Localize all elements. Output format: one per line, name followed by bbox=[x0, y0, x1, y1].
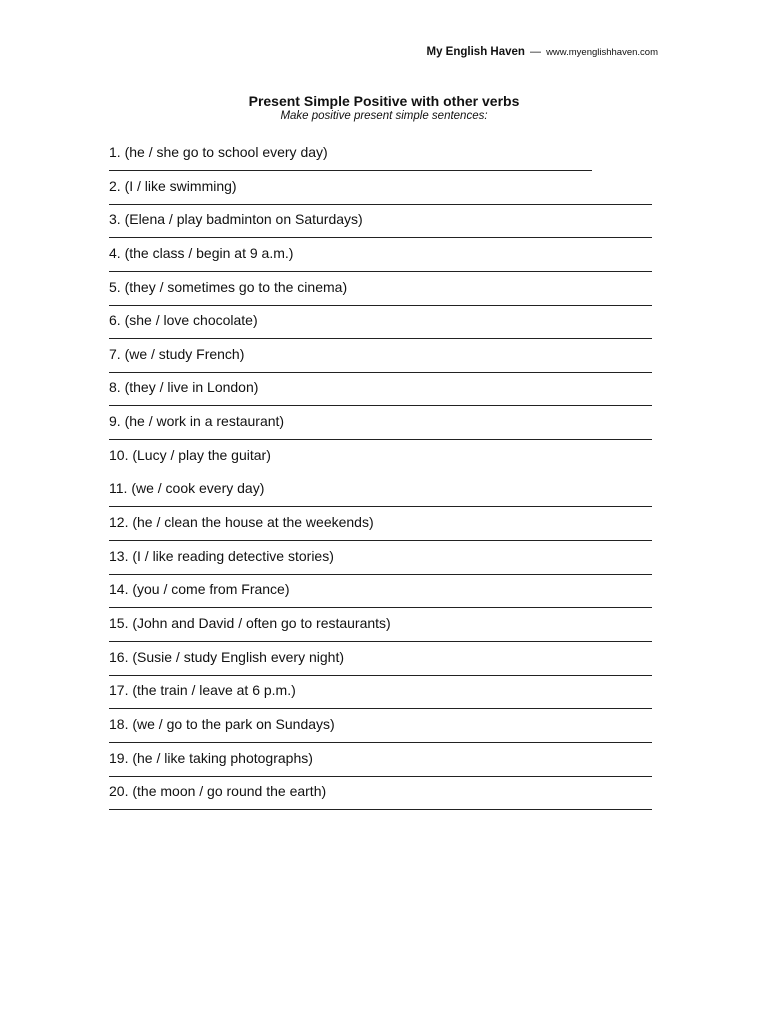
brand-name: My English Haven bbox=[426, 46, 525, 58]
answer-line bbox=[109, 204, 652, 205]
exercise-item bbox=[109, 144, 654, 178]
answer-line bbox=[109, 237, 652, 238]
answer-line bbox=[109, 305, 652, 306]
exercise-prompt: 8. (they / live in London) bbox=[109, 379, 259, 396]
exercise-prompt: 3. (Elena / play badminton on Saturdays) bbox=[109, 211, 363, 228]
exercise-item bbox=[109, 379, 654, 413]
exercise-item bbox=[109, 447, 654, 481]
answer-line bbox=[109, 742, 652, 743]
exercise-prompt: 4. (the class / begin at 9 a.m.) bbox=[109, 244, 294, 261]
exercise-prompt: 2. (I / like swimming) bbox=[109, 177, 237, 194]
exercise-item bbox=[109, 312, 654, 346]
answer-line bbox=[109, 271, 652, 272]
exercise-item bbox=[109, 716, 654, 750]
page-header bbox=[427, 45, 658, 60]
answer-line bbox=[109, 540, 652, 541]
answer-line bbox=[109, 405, 652, 406]
exercise-prompt: 17. (the train / leave at 6 p.m.) bbox=[109, 682, 296, 699]
exercise-prompt: 7. (we / study French) bbox=[109, 345, 245, 362]
exercise-item bbox=[109, 649, 654, 683]
exercise-item bbox=[109, 682, 654, 716]
answer-line bbox=[109, 708, 652, 709]
exercise-prompt: 5. (they / sometimes go to the cinema) bbox=[109, 278, 348, 295]
exercise-prompt: 13. (I / like reading detective stories) bbox=[109, 547, 334, 564]
exercise-item bbox=[109, 548, 654, 582]
answer-line bbox=[109, 439, 652, 440]
exercise-item bbox=[109, 514, 654, 548]
answer-line bbox=[109, 641, 652, 642]
exercise-prompt: 18. (we / go to the park on Sundays) bbox=[109, 715, 335, 732]
exercise-prompt: 16. (Susie / study English every night) bbox=[109, 648, 345, 665]
answer-line bbox=[109, 574, 652, 575]
answer-line bbox=[109, 338, 652, 339]
exercise-item bbox=[109, 480, 654, 514]
exercise-list bbox=[109, 144, 654, 817]
header-separator: — bbox=[530, 46, 541, 58]
exercise-prompt: 20. (the moon / go round the earth) bbox=[109, 783, 327, 800]
exercise-item bbox=[109, 750, 654, 784]
exercise-item bbox=[109, 615, 654, 649]
exercise-prompt: 9. (he / work in a restaurant) bbox=[109, 413, 285, 430]
answer-line bbox=[109, 372, 652, 373]
answer-line bbox=[109, 506, 652, 507]
exercise-prompt: 15. (John and David / often go to restaurants) bbox=[109, 614, 391, 631]
exercise-item bbox=[109, 178, 654, 212]
exercise-prompt: 12. (he / clean the house at the weekends) bbox=[109, 514, 374, 531]
exercise-prompt: 10. (Lucy / play the guitar) bbox=[109, 446, 271, 463]
exercise-item bbox=[109, 783, 654, 817]
exercise-prompt: 19. (he / like taking photographs) bbox=[109, 749, 313, 766]
exercise-item bbox=[109, 279, 654, 313]
exercise-item bbox=[109, 245, 654, 279]
exercise-prompt: 6. (she / love chocolate) bbox=[109, 312, 258, 329]
exercise-prompt: 14. (you / come from France) bbox=[109, 581, 290, 598]
worksheet-instructions: Make positive present simple sentences: bbox=[280, 110, 488, 122]
answer-line bbox=[109, 809, 652, 810]
answer-line bbox=[109, 607, 652, 608]
answer-line bbox=[109, 776, 652, 777]
exercise-item bbox=[109, 581, 654, 615]
exercise-item bbox=[109, 346, 654, 380]
exercise-item bbox=[109, 413, 654, 447]
answer-line bbox=[109, 170, 592, 171]
website-url: www.myenglishhaven.com bbox=[546, 47, 658, 58]
worksheet-title: Present Simple Positive with other verbs bbox=[248, 93, 520, 109]
exercise-prompt: 1. (he / she go to school every day) bbox=[109, 144, 328, 160]
exercise-prompt: 11. (we / cook every day) bbox=[109, 480, 265, 497]
answer-line bbox=[109, 675, 652, 676]
exercise-item bbox=[109, 211, 654, 245]
